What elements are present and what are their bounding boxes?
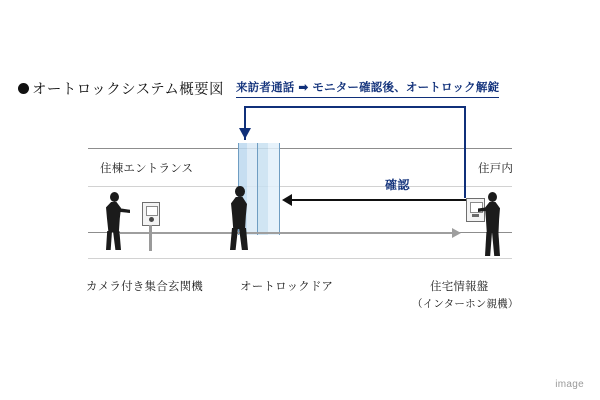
ceiling-line [88, 148, 512, 149]
zone-label-entrance: 住棟エントランス [100, 163, 194, 175]
right-arrow-icon: ➡ [298, 82, 309, 94]
walk-path-arrow-line [120, 232, 455, 234]
upper-wall-line [88, 186, 512, 187]
resident-leg-right [492, 232, 500, 256]
entering-person-leg-left [230, 228, 238, 250]
visitor-leg-right [113, 231, 121, 250]
resident-torso [485, 202, 500, 233]
entering-person-leg-right [239, 228, 248, 250]
entering-person-head [235, 186, 245, 197]
image-watermark: image [555, 379, 584, 390]
label-home-panel-sub: （インターホン親機） [412, 298, 519, 310]
label-camera-intercom: カメラ付き集合玄関機 [86, 281, 203, 293]
door-edge-right [279, 143, 280, 235]
page-title: オートロックシステム概要図 [32, 82, 224, 98]
call-signal-arrowhead-icon [239, 128, 251, 139]
intercom-stand [149, 225, 152, 251]
confirm-arrow-label: 確認 [385, 178, 411, 192]
confirm-arrow-line [290, 199, 472, 201]
visitor-torso [106, 202, 121, 232]
entering-person-torso [231, 197, 247, 229]
label-home-panel: 住宅情報盤 [430, 281, 489, 293]
camera-lens-icon [149, 217, 154, 222]
resident-silhouette [478, 192, 504, 256]
resident-leg-left [485, 232, 492, 256]
bullet-icon [18, 83, 29, 94]
visitor-leg-left [106, 231, 112, 250]
call-signal-arrow-horizontal [244, 106, 466, 108]
call-signal-arrow-riser [464, 106, 466, 198]
flow-step-1: 来訪者通話 [235, 82, 295, 94]
visitor-head [110, 192, 119, 202]
intercom-screen [146, 206, 158, 216]
visitor-silhouette [104, 192, 130, 250]
zone-label-indoor: 住戸内 [478, 163, 514, 175]
lower-floor-line [88, 258, 512, 259]
resident-head [488, 192, 497, 202]
flow-step-2: モニター確認後、オートロック解錠 [312, 82, 500, 94]
door-pane-3 [257, 143, 268, 235]
label-autolock-door: オートロックドア [240, 281, 334, 293]
title-row [18, 78, 499, 99]
walk-path-arrowhead-icon [452, 228, 461, 238]
entering-person-silhouette [228, 186, 254, 250]
door-edge-mid [257, 143, 258, 235]
flow-caption [236, 79, 499, 98]
confirm-arrowhead-icon [282, 194, 292, 206]
camera-intercom-device [142, 202, 160, 226]
